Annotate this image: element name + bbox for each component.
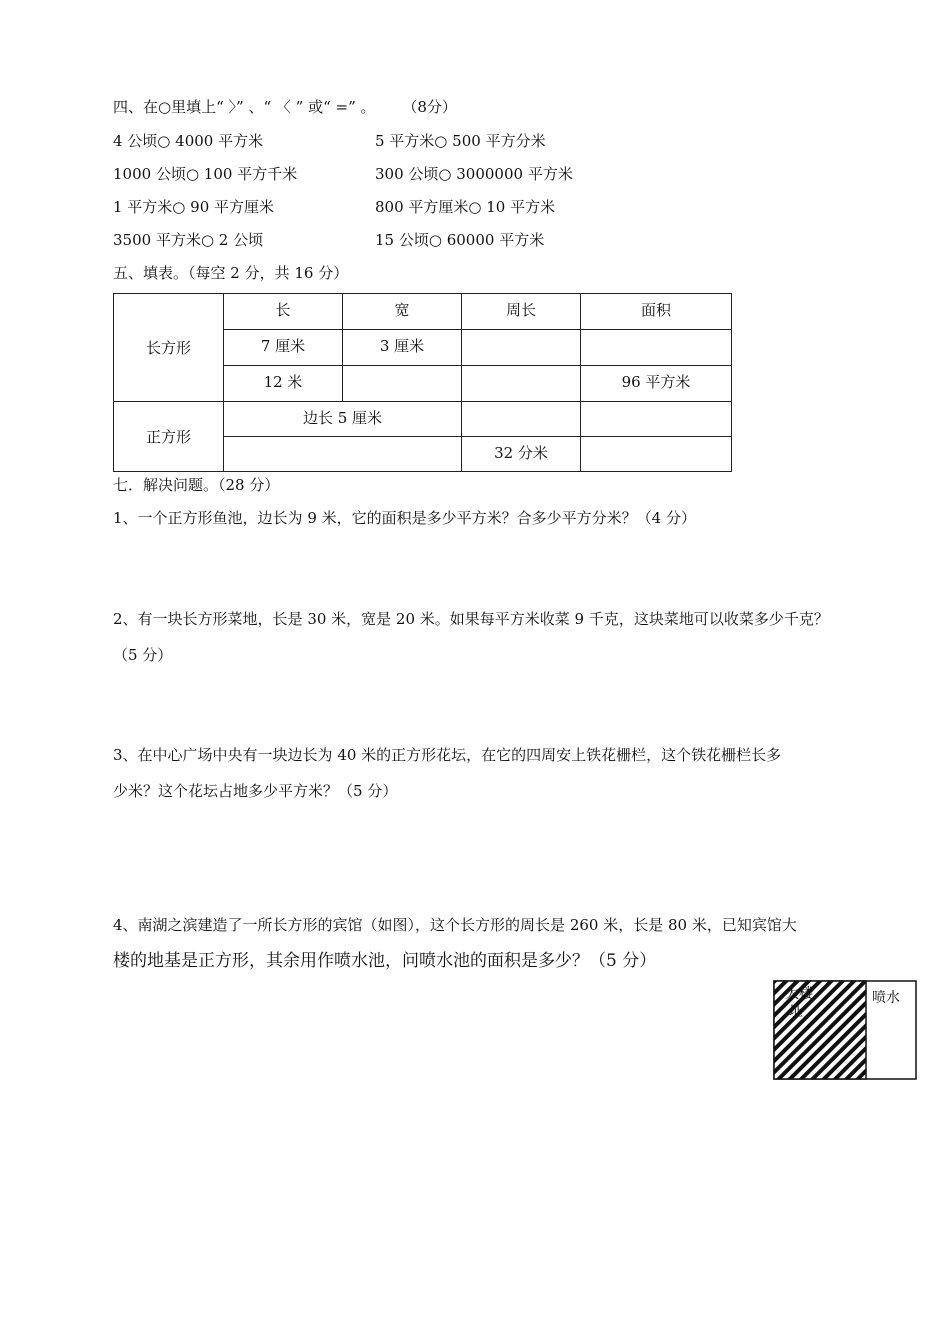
table-cell: 12 米 — [224, 366, 343, 402]
blank-cell — [343, 366, 462, 402]
compare-item: 5 平方米○ 500 平方分米 — [375, 132, 546, 150]
table-cell: 边长 5 厘米 — [224, 402, 462, 437]
section5-title: 五、填表。（每空 2 分，共 16 分） — [113, 264, 349, 282]
question-2-line2: （5 分） — [113, 646, 173, 664]
compare-item: 300 公顷○ 3000000 平方米 — [375, 165, 573, 183]
section4-score: （8分） — [402, 98, 457, 116]
header-cell: 周长 — [462, 294, 581, 330]
section4-title: 四、在○里填上“ 〉” 、“ 〈 ” 或“ =” 。 — [113, 98, 376, 116]
question-2-line1: 2、有一块长方形菜地，长是 30 米，宽是 20 米。如果每平方米收菜 9 千克，这块菜地可以收菜多少千克？ — [113, 610, 829, 628]
rect-label-cell: 长方形 — [114, 294, 224, 402]
blank-cell — [224, 437, 462, 472]
blank-cell — [581, 402, 732, 437]
fill-table — [113, 293, 732, 472]
compare-item: 3500 平方米○ 2 公顷 — [113, 231, 264, 249]
header-cell: 长 — [224, 294, 343, 330]
question-3-line2: 少米？这个花坛占地多少平方米？（5 分） — [113, 782, 398, 800]
table-cell: 7 厘米 — [224, 330, 343, 366]
question-4-line2: 楼的地基是正方形，其余用作喷水池，问喷水池的面积是多少？（5 分） — [113, 951, 657, 971]
table-cell: 96 平方米 — [581, 366, 732, 402]
blank-cell — [581, 330, 732, 366]
pool-label: 喷水 — [872, 990, 900, 1006]
header-cell: 面积 — [581, 294, 732, 330]
question-4-line1: 4、南湖之滨建造了一所长方形的宾馆（如图），这个长方形的周长是 260 米，长是 80 米，已知宾馆大 — [113, 916, 797, 934]
table-cell: 3 厘米 — [343, 330, 462, 366]
blank-cell — [462, 330, 581, 366]
building-label-1: 大楼 — [785, 986, 813, 1002]
table-cell: 32 分米 — [462, 437, 581, 472]
blank-cell — [581, 437, 732, 472]
blank-cell — [462, 366, 581, 402]
compare-item: 1 平方米○ 90 平方厘米 — [113, 198, 275, 216]
compare-item: 15 公顷○ 60000 平方米 — [375, 231, 545, 249]
section4-heading — [113, 97, 457, 117]
square-label-cell: 正方形 — [114, 402, 224, 472]
compare-item: 800 平方厘米○ 10 平方米 — [375, 198, 556, 216]
blank-cell — [462, 402, 581, 437]
building-label-2: 址 — [789, 1004, 803, 1020]
section7-title: 七．解决问题。（28 分） — [113, 476, 280, 494]
question-3-line1: 3、在中心广场中央有一块边长为 40 米的正方形花坛，在它的四周安上铁花栅栏，这个铁花栅栏长多 — [113, 746, 782, 764]
compare-item: 4 公顷○ 4000 平方米 — [113, 132, 264, 150]
hotel-diagram — [773, 980, 917, 1080]
question-1: 1、一个正方形鱼池，边长为 9 米，它的面积是多少平方米？合多少平方分米？（4 分） — [113, 509, 696, 527]
compare-item: 1000 公顷○ 100 平方千米 — [113, 165, 298, 183]
header-cell: 宽 — [343, 294, 462, 330]
